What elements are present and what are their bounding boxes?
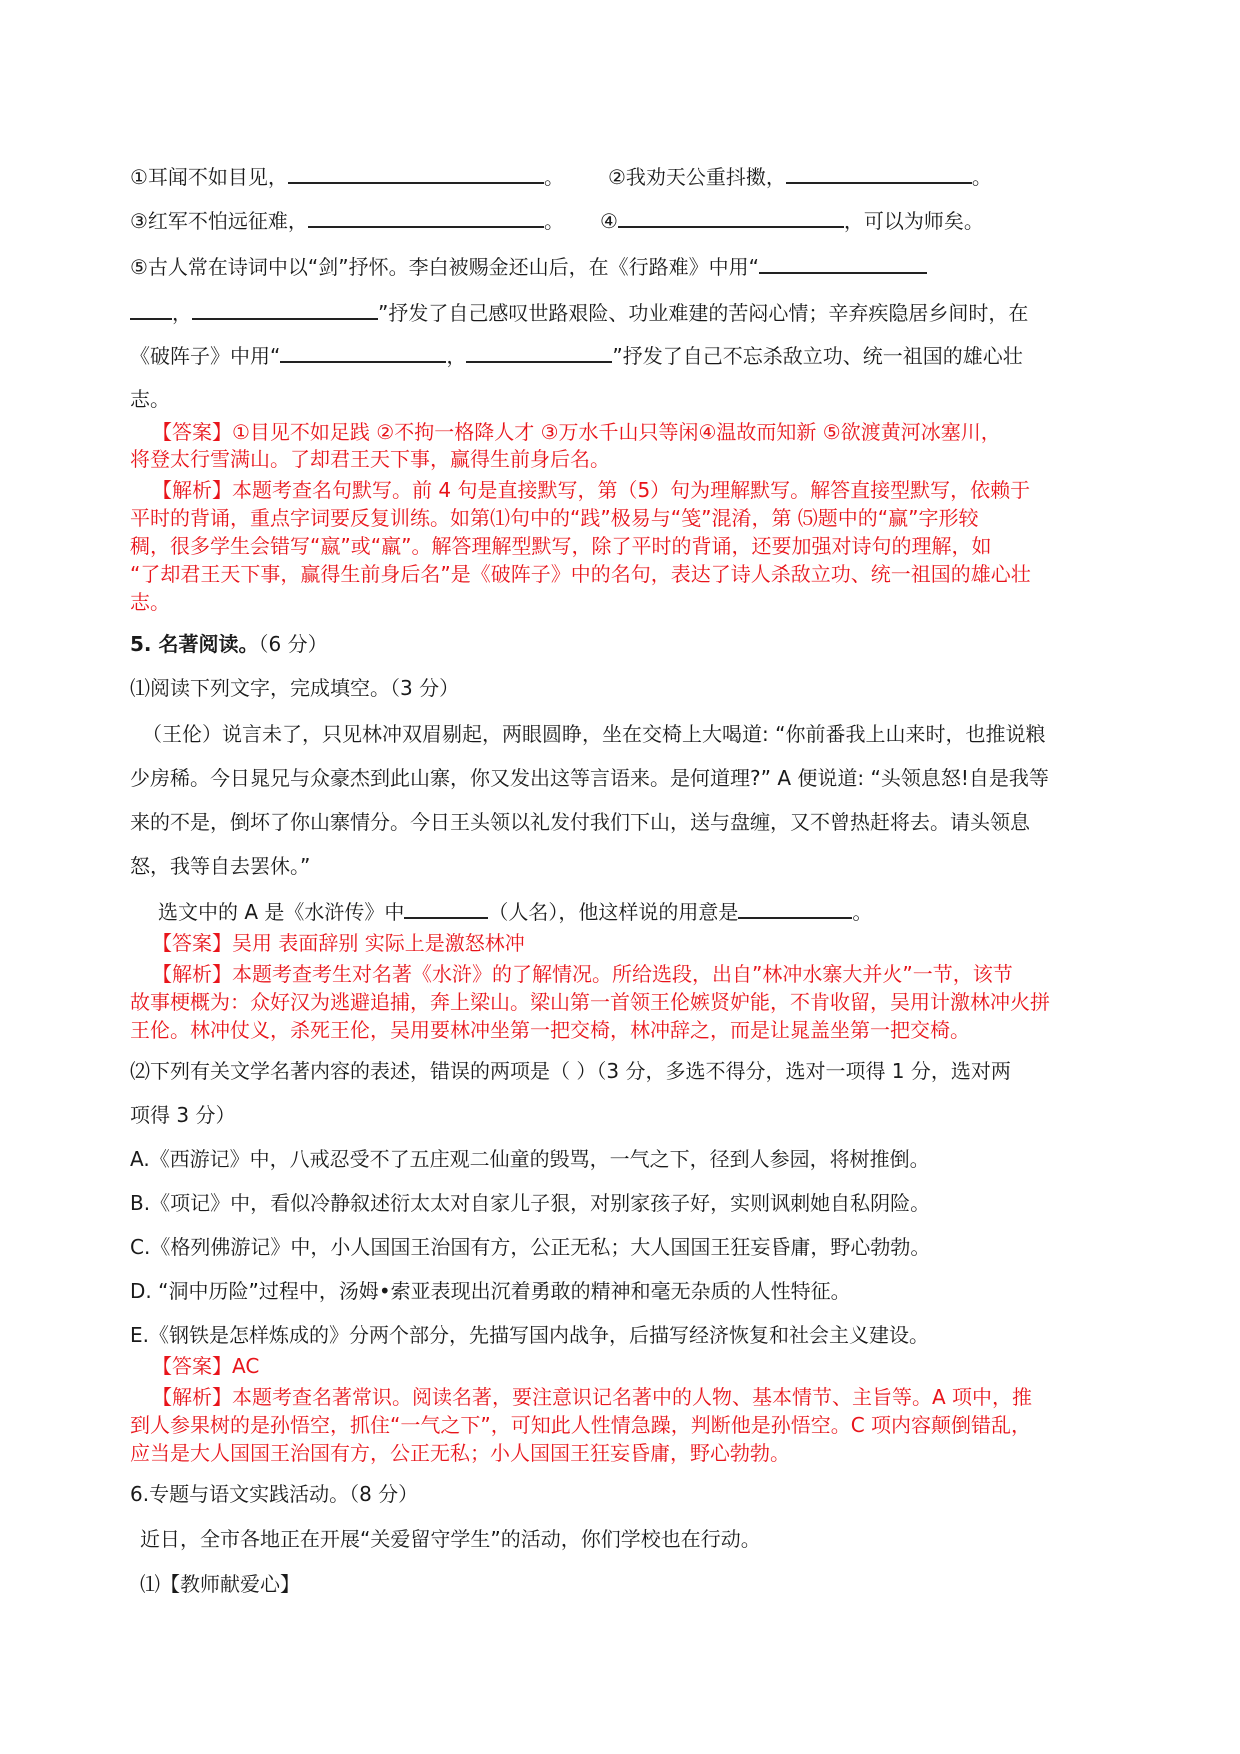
q5-part2: ⑵下列有关文学名著内容的表述，错误的两项是（ ）（3 分，多选不得分，选对一项得 1 分，选对两 — [130, 1059, 1011, 1083]
q5-analysis-2b: 到人参果树的是孙悟空，抓住“一气之下”，可知此人性情急躁，判断他是孙悟空。C 项内容颠倒错乱， — [130, 1413, 1032, 1437]
q4-answer: 【答案】①目见不如足践 ②不拘一格降人才 ③万水千山只等闲④温故而知新 ⑤欲渡黄河冰塞川， — [152, 420, 1001, 444]
q5-analysis-2a: 【解析】本题考查名著常识。阅读名著，要注意识记名著中的人物、基本情节、主旨等。A 项中，推 — [152, 1385, 1033, 1409]
q5-passage-3: 来的不是，倒坏了你山寨情分。今日王头领以礼发付我们下山，送与盘缠，又不曾热赶将去。请头领息 — [130, 810, 1030, 834]
option-d: D. “洞中历险”过程中，汤姆•索亚表现出沉着勇敢的精神和毫无杂质的人性特征。 — [130, 1279, 851, 1303]
blank-2[interactable] — [786, 162, 972, 184]
q4-line-4: ， ”抒发了自己感叹世路艰险、功业难建的苦闷心情；辛弃疾隐居乡间时，在 — [130, 298, 1028, 327]
q5-passage-4: 怒，我等自去罢休。” — [130, 854, 311, 878]
q5-heading: 5. 名著阅读。（6 分） — [130, 632, 328, 656]
q4-line-2: ③红军不怕远征难， 。 ④ ，可以为师矣。 — [130, 206, 984, 235]
q5-part1: ⑴阅读下列文字，完成填空。（3 分） — [130, 676, 460, 700]
q4-line-5: 《破阵子》中用“ ， ”抒发了自己不忘杀敌立功、统一祖国的雄心壮 — [130, 341, 1023, 370]
q4-analysis-2: 平时的背诵，重点字词要反复训练。如第⑴句中的“践”极易与“笺”混淆，第 ⑸题中的“赢”字形较 — [130, 506, 979, 530]
blank-6[interactable] — [192, 298, 378, 320]
blank-3[interactable] — [308, 206, 544, 228]
q4-answer-cont: 将登太行雪满山。了却君王天下事，赢得生前身后名。 — [130, 447, 610, 471]
q6-heading: 6.专题与语文实践活动。（8 分） — [130, 1482, 419, 1506]
q5-answer-2: 【答案】AC — [152, 1354, 260, 1378]
q5-analysis-1a: 【解析】本题考查考生对名著《水浒》的了解情况。所给选段，出自”林冲水寨大并火”一节，该节 — [152, 962, 1013, 986]
q5-analysis-1b: 故事梗概为：众好汉为逃避追捕，奔上梁山。梁山第一首领王伦嫉贤妒能，不肯收留，吴用计激林冲火拼 — [130, 990, 1050, 1014]
option-a: A.《西游记》中，八戒忍受不了五庄观二仙童的毁骂，一气之下，径到人参园，将树推倒。 — [130, 1147, 930, 1171]
q5-analysis-2c: 应当是大人国国王治国有方，公正无私；小人国国王狂妄昏庸，野心勃勃。 — [130, 1441, 790, 1465]
q5-analysis-1c: 王伦。林冲仗义，杀死王伦，吴用要林冲坐第一把交椅，林冲辞之，而是让晁盖坐第一把交椅。 — [130, 1018, 970, 1042]
blank-1[interactable] — [288, 162, 544, 184]
q5-part2-cont: 项得 3 分） — [130, 1103, 236, 1127]
q4-analysis-4: “了却君王天下事，赢得生前身后名”是《破阵子》中的名句，表达了诗人杀敌立功、统一祖国的雄心壮 — [130, 562, 1031, 586]
blank-5b[interactable] — [130, 298, 172, 320]
q4-line-1: ①耳闻不如目见， 。 ②我劝天公重抖擞， 。 — [130, 162, 992, 191]
q5-passage-1: （王伦）说言未了，只见林冲双眉剔起，两眼圆睁，坐在交椅上大喝道: “你前番我上山来时，也推说粮 — [142, 722, 1046, 746]
q4-line-3: ⑤古人常在诗词中以“剑”抒怀。李白被赐金还山后，在《行路难》中用“ — [130, 252, 927, 281]
q6-sub1: ⑴【教师献爱心】 — [140, 1572, 300, 1596]
blank-7[interactable] — [280, 341, 446, 363]
blank-name[interactable] — [404, 897, 488, 919]
q4-line-6: 志。 — [130, 387, 170, 411]
option-e: E.《钢铁是怎样炼成的》分两个部分，先描写国内战争，后描写经济恢复和社会主义建设。 — [130, 1323, 929, 1347]
option-c: C.《格列佛游记》中，小人国国王治国有方，公正无私；大人国国王狂妄昏庸，野心勃勃。 — [130, 1235, 931, 1259]
blank-4[interactable] — [618, 206, 844, 228]
blank-intent[interactable] — [738, 897, 852, 919]
blank-5[interactable] — [759, 252, 927, 274]
q4-analysis-5: 志。 — [130, 590, 170, 614]
q5-answer-1: 【答案】吴用 表面辞别 实际上是激怒林冲 — [152, 931, 525, 955]
blank-8[interactable] — [466, 341, 612, 363]
option-b: B.《项记》中，看似冷静叙述衍太太对自家儿子狠，对别家孩子好，实则讽刺她自私阴险。 — [130, 1191, 931, 1215]
q6-intro: 近日，全市各地正在开展“关爱留守学生”的活动，你们学校也在行动。 — [140, 1527, 761, 1551]
q5-fill: 选文中的 A 是《水浒传》中 （人名），他这样说的用意是 。 — [158, 897, 872, 926]
q4-analysis-3: 稠，很多学生会错写“嬴”或“羸”。解答理解型默写，除了平时的背诵，还要加强对诗句的理解，如 — [130, 534, 992, 558]
q4-analysis-1: 【解析】本题考查名句默写。前 4 句是直接默写，第（5）句为理解默写。解答直接型默写，依赖于 — [152, 478, 1031, 502]
q5-passage-2: 少房稀。今日晁兄与众豪杰到此山寨，你又发出这等言语来。是何道理?” A 便说道: “头领息怒!自是我等 — [130, 766, 1049, 790]
